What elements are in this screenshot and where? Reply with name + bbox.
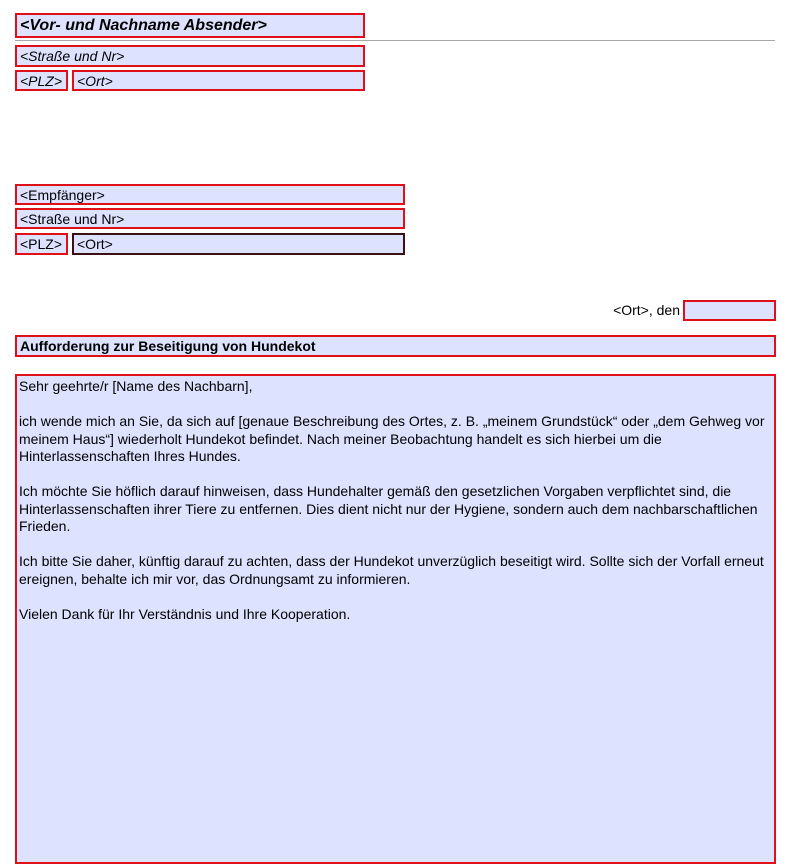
- recipient-name-field[interactable]: <Empfänger>: [15, 184, 405, 205]
- sender-name-field[interactable]: <Vor- und Nachname Absender>: [15, 13, 365, 38]
- subject-field[interactable]: Aufforderung zur Beseitigung von Hundekot: [15, 335, 776, 357]
- sender-plz-field[interactable]: <PLZ>: [15, 70, 68, 91]
- letter-body-field[interactable]: [15, 374, 776, 864]
- recipient-city-field[interactable]: <Ort>: [72, 233, 405, 255]
- date-field[interactable]: [683, 300, 776, 321]
- body-paragraph-3: Ich bitte Sie daher, künftig darauf zu achten, dass der Hundekot unverzüglich beseitigt wird. Sollte sich der Vorfall erneut ereignen, behalte ich mir vor, das Ordnungsamt zu informieren.: [19, 553, 764, 587]
- recipient-street-field[interactable]: <Straße und Nr>: [15, 208, 405, 229]
- body-paragraph-4: Vielen Dank für Ihr Verständnis und Ihre Kooperation.: [19, 605, 351, 622]
- body-paragraph-2: Ich möchte Sie höflich darauf hinweisen, dass Hundehalter gemäß den gesetzlichen Vorgaben verpflichtet sind, die Hinterlassenschaften ihrer Tiere zu entfernen. Dies dient nicht nur der Hygiene, sondern auch dem nachbarschaftlichen Frieden.: [19, 483, 758, 534]
- sender-street-field[interactable]: <Straße und Nr>: [15, 45, 365, 67]
- header-divider: [15, 40, 775, 41]
- body-paragraph-1: ich wende mich an Sie, da sich auf [genaue Beschreibung des Ortes, z. B. „meinem Grundstück“ oder „dem Gehweg vor meinem Haus“] wiederholt Hundekot befindet. Nach meiner Beobachtung handelt es sich hierbei um die Hinterlassenschaften Ihres Hundes.: [19, 413, 765, 464]
- sender-city-field[interactable]: <Ort>: [72, 70, 365, 91]
- salutation: Sehr geehrte/r [Name des Nachbarn],: [19, 378, 253, 394]
- date-place-label: <Ort>, den: [613, 302, 680, 318]
- recipient-plz-field[interactable]: <PLZ>: [15, 233, 68, 255]
